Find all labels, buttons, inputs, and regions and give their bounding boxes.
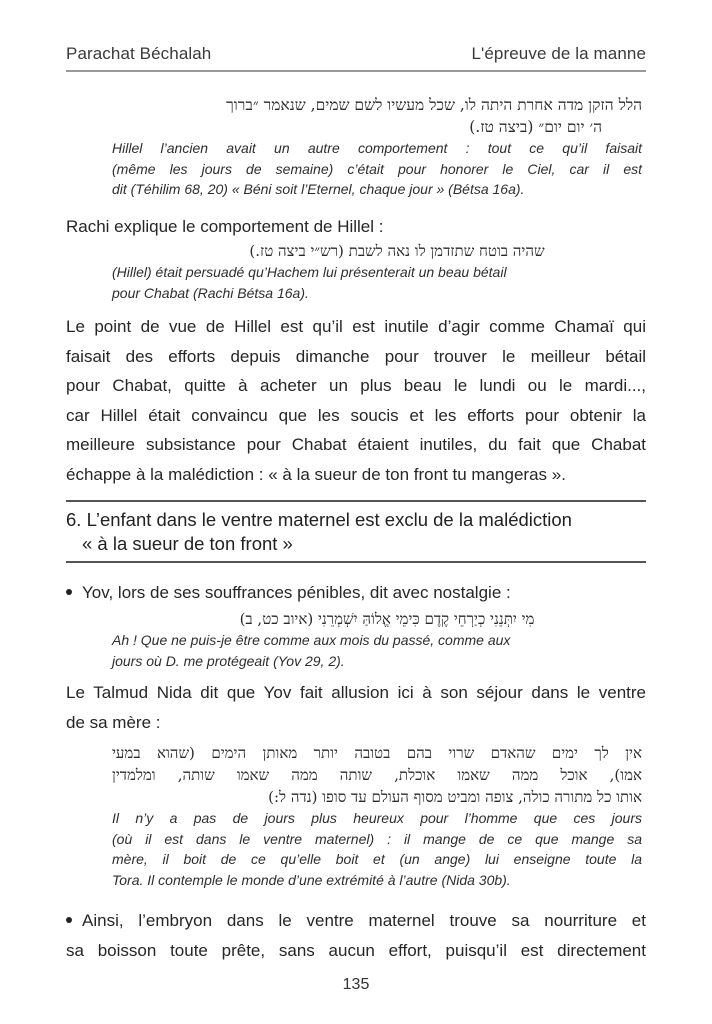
quote-iyov — [112, 608, 642, 671]
paragraph-line: pour Chabat, quitte à acheter un plus beau le lundi ou le mardi..., — [66, 376, 646, 395]
paragraph-rachi-intro: Rachi explique le comportement de Hillel : — [66, 217, 384, 236]
section-heading — [66, 500, 646, 563]
translation-line: (Hillel) était persuadé qu’Hachem lui présenterait un beau bétail — [112, 264, 507, 280]
translation-line: Il n’y a pas de jours plus heureux pour l’homme que ces jours — [112, 810, 642, 826]
translation-line: (où il est dans le ventre maternel) : il mange de ce que mange sa — [112, 830, 642, 847]
paragraph-line — [66, 906, 646, 936]
translation-line: Tora. Il contemple le monde d’une extrémité à l’autre (Nida 30b). — [112, 871, 511, 888]
translation-line: (même les jours de semaine) c’était pour honorer le Ciel, car il est — [112, 160, 642, 177]
bullet-item-yov — [66, 578, 646, 608]
bullet-text: Ainsi, l’embryon dans le ventre maternel trouve sa nourriture et — [82, 911, 646, 930]
section-title-line: 6. L’enfant dans le ventre maternel est exclu de la malédiction — [66, 509, 572, 530]
paragraph-line: Le Talmud Nida dit que Yov fait allusion ici à son séjour dans le ventre — [66, 683, 646, 702]
hebrew-quote-line: אמו), אוכל ממה שאמו אוכלת, שותה ממה שאמו שותה, ומלמדין — [112, 766, 642, 784]
paragraph-line: échappe à la malédiction : « à la sueur de ton front tu mangeras ». — [66, 464, 566, 484]
bullet-item-embryon — [66, 906, 646, 965]
paragraph-line: car Hillel était convaincu que les soucis et les efforts pour obtenir la — [66, 405, 646, 425]
bullet-text: Yov, lors de ses souffrances pénibles, dit avec nostalgie : — [82, 583, 511, 602]
header-chapter-title: L'épreuve de la manne — [471, 44, 646, 63]
translation-line: Hillel l’ancien avait un autre comportement : tout ce qu’il faisait — [112, 140, 642, 156]
translation-line: pour Chabat (Rachi Bétsa 16a). — [112, 284, 309, 301]
translation-line: dit (Téhilim 68, 20) « Béni soit l’Eternel, chaque jour » (Bétsa 16a). — [112, 181, 525, 197]
paragraph-hillel-view — [66, 312, 646, 489]
bullet-icon — [66, 589, 72, 595]
hebrew-quote-line: מִי יִתְּנֵנִי כְיַרְחֵי קֶדֶם כִּימֵי אֱלוֹהַּ יִשְׁמְרֵנִי (איוב כט, ב) — [239, 610, 535, 628]
hebrew-quote-line: אין לך ימים שהאדם שרוי בהם בטובה יותר מאותן הימים (שהוא במעי — [112, 744, 642, 762]
hebrew-quote-line: שהיה בוטח שתזדמן לו נאה לשבת (רש״י ביצה טז.) — [249, 242, 545, 260]
paragraph-line: Le point de vue de Hillel est qu’il est inutile d’agir comme Chamaï qui — [66, 317, 646, 336]
paragraph-line: meilleure subsistance pour Chabat étaient inutiles, du fait que Chabat — [66, 435, 646, 454]
section-title-line: « à la sueur de ton front » — [82, 533, 293, 554]
running-header — [66, 44, 646, 72]
paragraph-line: de sa mère : — [66, 712, 161, 732]
translation-line: jours où D. me protégeait (Yov 29, 2). — [112, 652, 345, 669]
quote-rachi — [112, 240, 642, 303]
bullet-icon — [66, 917, 72, 923]
quote-nida — [112, 742, 642, 890]
paragraph-line: faisait des efforts depuis dimanche pour trouver le meilleur bétail — [66, 346, 646, 366]
hebrew-quote-line: אותו כל מתורה כולה, צופה ומביט מסוף העולם עד סופו (נדה ל:) — [268, 788, 642, 806]
page-number: 135 — [342, 976, 370, 993]
paragraph-talmud-nida — [66, 678, 646, 737]
quote-hillel — [112, 94, 642, 200]
translation-line: mère, il boit de ce qu’elle boit et (un ange) lui enseigne toute la — [112, 851, 642, 867]
hebrew-quote-line: הלל הזקן מדה אחרת היתה לו, שכל מעשיו לשם שמים, שנאמר ״ברוך — [226, 96, 642, 114]
hebrew-quote-line: ה׳ יום יום״ (ביצה טז.) — [469, 118, 602, 136]
paragraph-line: sa boisson toute prête, sans aucun effort, puisqu’il est directement — [66, 940, 646, 960]
translation-line: Ah ! Que ne puis-je être comme aux mois du passé, comme aux — [112, 632, 511, 648]
header-parasha-title: Parachat Béchalah — [66, 44, 212, 63]
